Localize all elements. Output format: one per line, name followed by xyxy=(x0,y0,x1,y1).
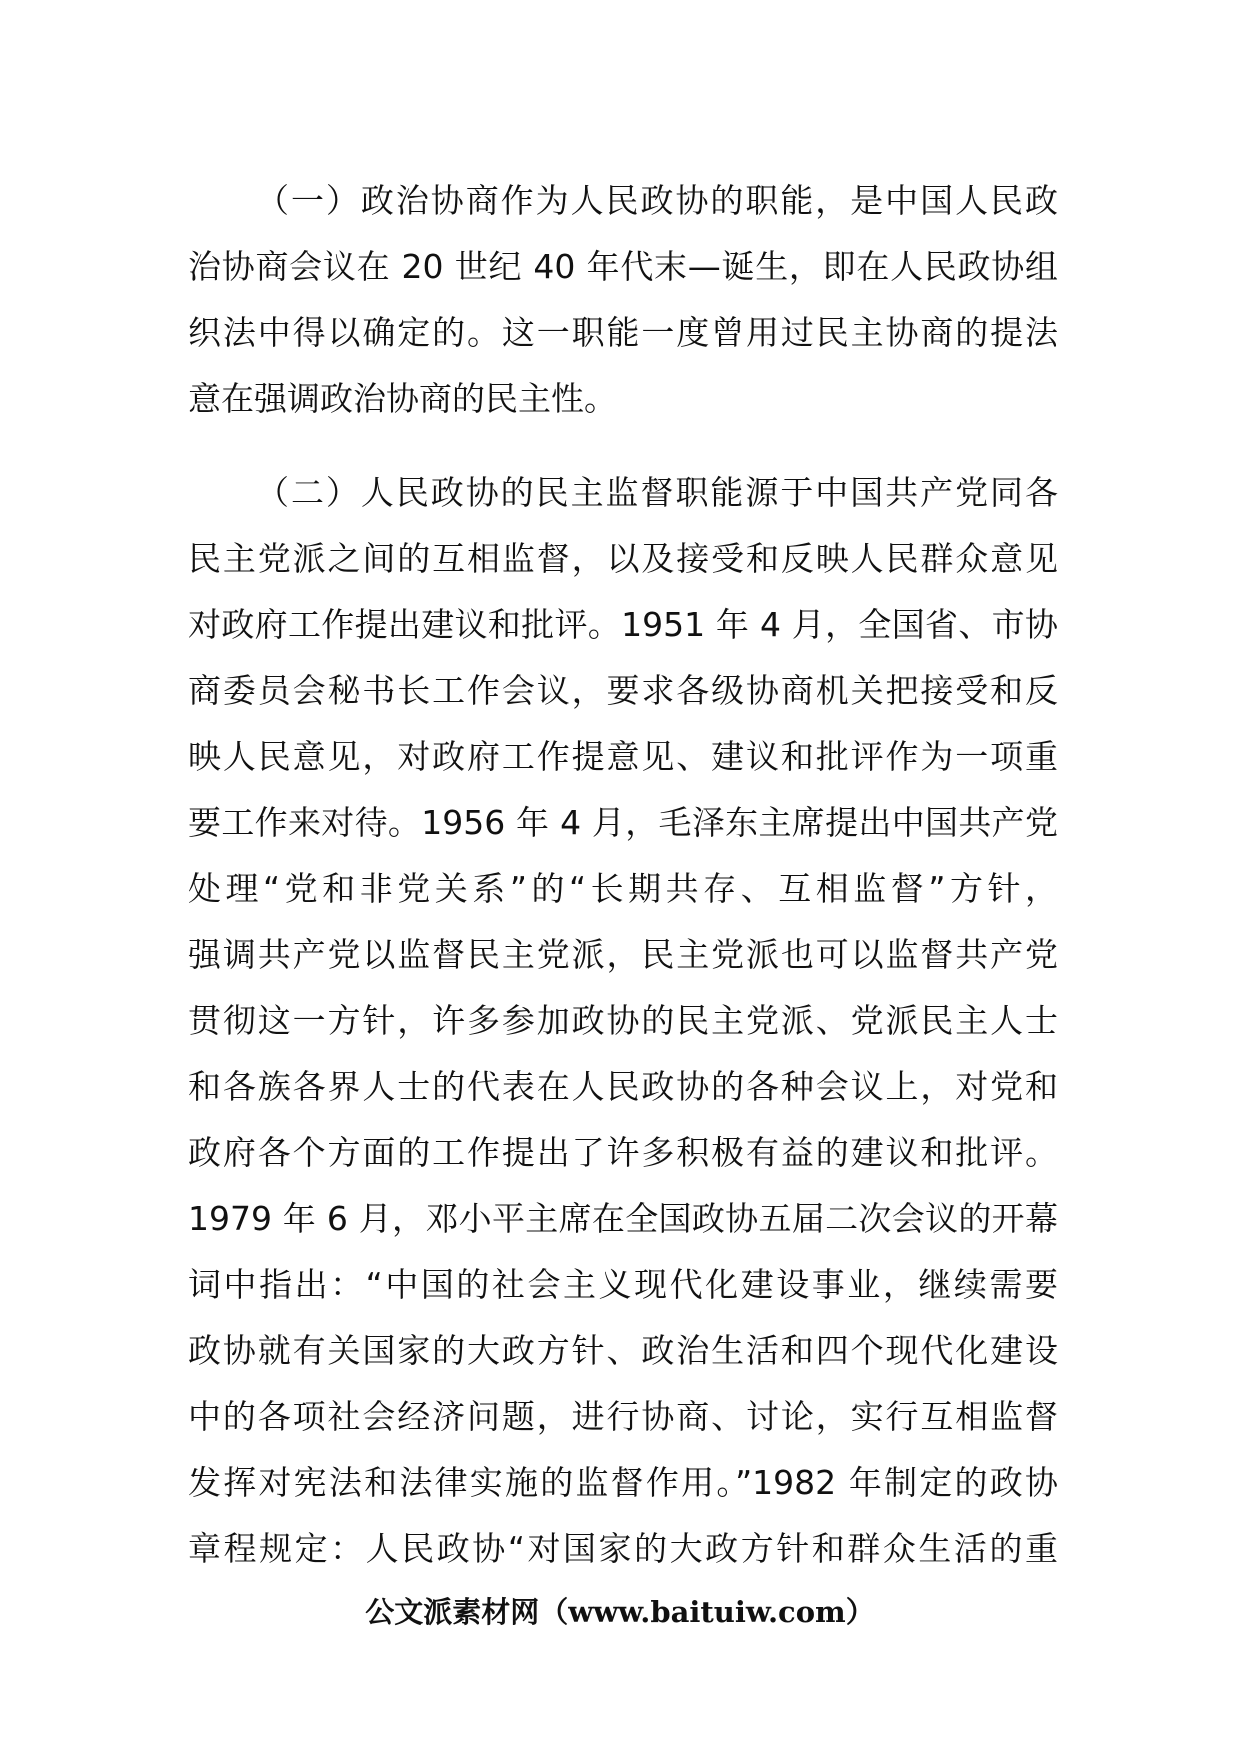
paragraph-line: 中的各项社会经济问题，进行协商、讨论，实行互相监督 xyxy=(188,1397,1058,1436)
footer-watermark: 公文派素材网（www.baituiw.com） xyxy=(365,1595,875,1629)
paragraph-1 xyxy=(188,168,1058,432)
paragraph-line: （二）人民政协的民主监督职能源于中国共产党同各 xyxy=(256,473,1058,512)
paragraph-line: 要工作来对待。1956 年 4 月，毛泽东主席提出中国共产党 xyxy=(188,803,1058,842)
paragraph-line: 处理“党和非党关系”的“长期共存、互相监督”方针， xyxy=(188,869,1058,908)
paragraph-line: 1979 年 6 月，邓小平主席在全国政协五届二次会议的开幕 xyxy=(188,1199,1058,1238)
paragraph-line: 强调共产党以监督民主党派，民主党派也可以监督共产党 xyxy=(188,935,1058,974)
paragraph-line: 对政府工作提出建议和批评。1951 年 4 月，全国省、市协 xyxy=(188,605,1058,644)
paragraph-line: 商委员会秘书长工作会议，要求各级协商机关把接受和反 xyxy=(188,671,1058,710)
paragraph-line: 政协就有关国家的大政方针、政治生活和四个现代化建设 xyxy=(188,1331,1058,1370)
paragraph-gap xyxy=(188,432,1058,460)
paragraph-line: 民主党派之间的互相监督，以及接受和反映人民群众意见 xyxy=(188,539,1058,578)
paragraph-2 xyxy=(188,460,1058,1582)
paragraph-line: 织法中得以确定的。这一职能一度曾用过民主协商的提法 xyxy=(188,313,1058,352)
document-body xyxy=(188,168,1058,1582)
paragraph-line: 治协商会议在 20 世纪 40 年代末—诞生，即在人民政协组 xyxy=(188,247,1058,286)
paragraph-line: 章程规定：人民政协“对国家的大政方针和群众生活的重 xyxy=(188,1529,1058,1568)
paragraph-line: 政府各个方面的工作提出了许多积极有益的建议和批评。 xyxy=(188,1133,1058,1172)
paragraph-line: 发挥对宪法和法律实施的监督作用。”1982 年制定的政协 xyxy=(188,1463,1058,1502)
paragraph-line: 和各族各界人士的代表在人民政协的各种会议上，对党和 xyxy=(188,1067,1058,1106)
paragraph-line: 意在强调政治协商的民主性。 xyxy=(188,379,617,418)
paragraph-line: 词中指出：“中国的社会主义现代化建设事业，继续需要 xyxy=(188,1265,1058,1304)
paragraph-line: （一）政治协商作为人民政协的职能，是中国人民政 xyxy=(256,181,1058,220)
paragraph-line: 贯彻这一方针，许多参加政协的民主党派、党派民主人士 xyxy=(188,1001,1058,1040)
paragraph-line: 映人民意见，对政府工作提意见、建议和批评作为一项重 xyxy=(188,737,1058,776)
